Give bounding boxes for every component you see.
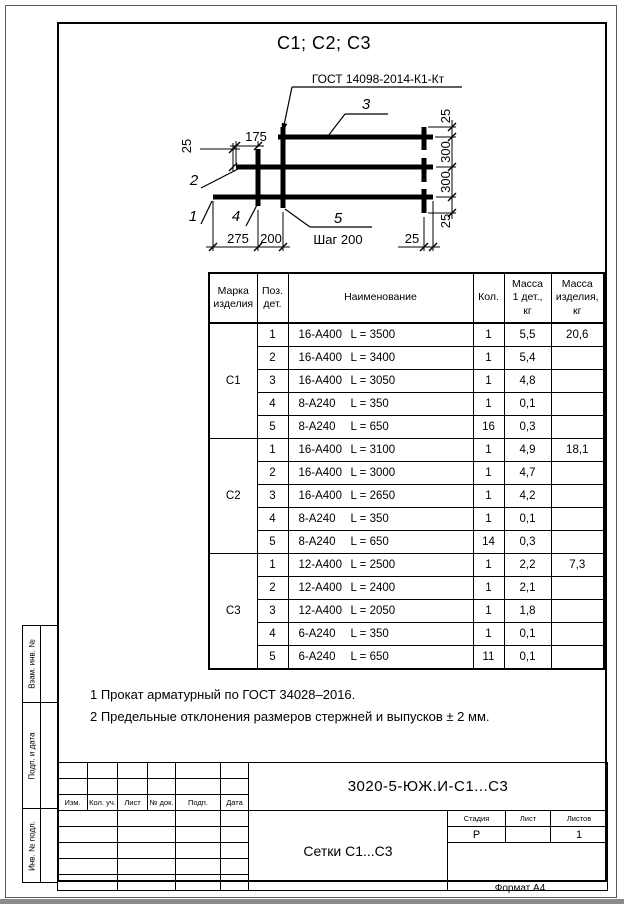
dim-175: 175: [245, 129, 267, 144]
name-cell: [288, 554, 473, 577]
mass-cell: 0,1: [504, 393, 551, 416]
col-mass-one: Масса 1 дет., кг: [504, 273, 551, 323]
dim-300-upper: 300: [438, 141, 453, 163]
bar-length: L = 650: [350, 536, 389, 548]
title-block: [57, 762, 608, 891]
qty-cell: 1: [473, 577, 504, 600]
signature-cell: [176, 811, 221, 827]
side-empty-cell: [41, 809, 58, 883]
bar-length: L = 2050: [350, 605, 396, 617]
revision-header-list: Лист: [118, 795, 148, 811]
qty-cell: 1: [473, 370, 504, 393]
signature-cell: [118, 875, 176, 891]
revision-header-podp: Подп.: [176, 795, 221, 811]
side-strip: [22, 625, 58, 883]
name-cell: [288, 323, 473, 347]
pos-cell: 5: [257, 531, 288, 554]
col-pos: Поз. дет.: [257, 273, 288, 323]
signature-cell: [221, 811, 249, 827]
table-row: [209, 508, 604, 531]
note-line: 2 Предельные отклонения размеров стержней и выпусков ± 2 мм.: [90, 709, 490, 724]
pos-cell: 3: [257, 600, 288, 623]
mass-cell: 5,5: [504, 323, 551, 347]
table-row: [209, 531, 604, 554]
total-mass-cell: [551, 600, 604, 623]
pos-cell: 2: [257, 462, 288, 485]
revision-cell: [221, 779, 249, 795]
signature-cell: [176, 827, 221, 843]
bar-grade: 16-А400: [298, 375, 342, 387]
bar-length: L = 3500: [350, 329, 396, 341]
screenshot-edge: [0, 899, 624, 904]
col-mass-item: Масса изделия, кг: [551, 273, 604, 323]
table-row: [209, 485, 604, 508]
mass-cell: 1,8: [504, 600, 551, 623]
table-row: [209, 347, 604, 370]
revision-cell: [58, 763, 88, 779]
sheets-value: 1: [551, 827, 608, 843]
revision-cell: [221, 763, 249, 779]
revision-cell: [58, 779, 88, 795]
side-label-podp: Подп. и дата: [27, 731, 36, 780]
bar-grade: 16-А400: [298, 467, 342, 479]
revision-cell: [176, 779, 221, 795]
step-label: Шаг 200: [313, 232, 363, 247]
pos-label-1: 1: [188, 208, 198, 225]
notes: [90, 684, 490, 728]
pos-label-4: 4: [231, 208, 241, 225]
bar-grade: 8-А240: [298, 398, 336, 410]
name-cell: [288, 439, 473, 462]
specification-table: [208, 272, 605, 670]
dim-275: 275: [227, 231, 249, 246]
signature-cell: [221, 859, 249, 875]
revision-cell: [148, 763, 176, 779]
mass-cell: 0,3: [504, 531, 551, 554]
bar-grade: 16-А400: [298, 329, 342, 341]
name-cell: [288, 600, 473, 623]
bar-grade: 8-А240: [298, 536, 336, 548]
total-mass-cell: [551, 416, 604, 439]
revision-cell: [88, 763, 118, 779]
sheet-value: [506, 827, 551, 843]
mass-cell: 4,8: [504, 370, 551, 393]
bar-length: L = 650: [350, 421, 389, 433]
revision-cell: [88, 779, 118, 795]
signature-cell: [118, 811, 176, 827]
table-row: [209, 646, 604, 670]
pos-cell: 4: [257, 508, 288, 531]
bar-length: L = 3050: [350, 375, 396, 387]
total-mass-cell: [551, 577, 604, 600]
table-row: [209, 370, 604, 393]
signature-cell: [58, 875, 118, 891]
name-cell: [288, 462, 473, 485]
qty-cell: 1: [473, 485, 504, 508]
name-cell: [288, 577, 473, 600]
col-mark: Марка изделия: [209, 273, 257, 323]
table-row: [209, 577, 604, 600]
name-cell: [288, 347, 473, 370]
table-row: [209, 439, 604, 462]
total-mass-cell: 7,3: [551, 554, 604, 577]
mark-cell: С3: [209, 554, 257, 670]
qty-cell: 1: [473, 623, 504, 646]
pos-cell: 1: [257, 439, 288, 462]
total-mass-cell: [551, 370, 604, 393]
bar-grade: 8-А240: [298, 513, 336, 525]
revision-cell: [176, 763, 221, 779]
total-mass-cell: [551, 646, 604, 670]
signature-cell: [221, 843, 249, 859]
revision-header-kol: Кол. уч.: [88, 795, 118, 811]
total-mass-cell: [551, 508, 604, 531]
qty-cell: 1: [473, 462, 504, 485]
side-label-inv: Инв. № подл.: [27, 820, 36, 871]
total-mass-cell: [551, 347, 604, 370]
total-mass-cell: [551, 485, 604, 508]
revision-header-izm: Изм.: [58, 795, 88, 811]
bar-length: L = 2500: [350, 559, 396, 571]
side-label-vzam: Взам. инв. №: [27, 639, 36, 689]
total-mass-cell: [551, 393, 604, 416]
revision-header-doc: № док.: [148, 795, 176, 811]
name-cell: [288, 393, 473, 416]
signature-cell: [118, 827, 176, 843]
signature-cell: [58, 843, 118, 859]
signature-cell: [118, 859, 176, 875]
revision-cell: [118, 763, 148, 779]
dim-300-lower: 300: [438, 171, 453, 193]
side-label-cell: [23, 809, 41, 883]
total-mass-cell: 18,1: [551, 439, 604, 462]
name-cell: [288, 485, 473, 508]
total-mass-cell: 20,6: [551, 323, 604, 347]
bar-length: L = 350: [350, 513, 389, 525]
name-cell: [288, 416, 473, 439]
mark-cell: С2: [209, 439, 257, 554]
bar-grade: 12-А400: [298, 605, 342, 617]
signature-cell: [176, 875, 221, 891]
table-row: [209, 554, 604, 577]
pos-cell: 5: [257, 416, 288, 439]
bar-grade: 16-А400: [298, 352, 342, 364]
document-number: 3020-5-ЮЖ.И-С1...С3: [249, 763, 608, 811]
bar-length: L = 350: [350, 398, 389, 410]
dim-25-right-top: 25: [438, 108, 453, 124]
mass-cell: 4,7: [504, 462, 551, 485]
qty-cell: 11: [473, 646, 504, 670]
pos-cell: 2: [257, 347, 288, 370]
pos-cell: 3: [257, 370, 288, 393]
table-row: [209, 393, 604, 416]
bar-grade: 8-А240: [298, 421, 336, 433]
format-label: Формат А4: [494, 883, 546, 894]
pos-cell: 1: [257, 554, 288, 577]
qty-cell: 1: [473, 393, 504, 416]
mark-cell: С1: [209, 323, 257, 439]
bar-length: L = 350: [350, 628, 389, 640]
revision-header-data: Дата: [221, 795, 249, 811]
name-cell: [288, 370, 473, 393]
dim-200: 200: [260, 231, 282, 246]
signature-cell: [58, 859, 118, 875]
pos-cell: 4: [257, 393, 288, 416]
pos-cell: 2: [257, 577, 288, 600]
name-cell: [288, 508, 473, 531]
side-label-cell: [23, 626, 41, 703]
mass-cell: 0,1: [504, 646, 551, 670]
bar-grade: 16-А400: [298, 444, 342, 456]
name-cell: [288, 646, 473, 670]
pos-cell: 3: [257, 485, 288, 508]
qty-cell: 16: [473, 416, 504, 439]
bar-length: L = 3400: [350, 352, 396, 364]
side-label-cell: [23, 703, 41, 809]
qty-cell: 1: [473, 347, 504, 370]
mesh-schematic: [0, 0, 624, 270]
bar-length: L = 2400: [350, 582, 396, 594]
bar-grade: 6-А240: [298, 651, 336, 663]
col-qty: Кол.: [473, 273, 504, 323]
total-mass-cell: [551, 531, 604, 554]
total-mass-cell: [551, 462, 604, 485]
sheet-title: С1; С2; С3: [276, 33, 372, 53]
mass-cell: 0,1: [504, 623, 551, 646]
pos-label-5: 5: [333, 210, 343, 227]
signature-cell: [118, 843, 176, 859]
dim-25-left: 25: [179, 138, 194, 154]
sheet-header: Лист: [506, 811, 551, 827]
qty-cell: 14: [473, 531, 504, 554]
signature-cell: [58, 827, 118, 843]
mass-cell: 5,4: [504, 347, 551, 370]
weld-callout: ГОСТ 14098-2014-К1-Кт: [311, 72, 445, 86]
revision-cell: [118, 779, 148, 795]
signature-cell: [176, 843, 221, 859]
dim-25-right-bottom: 25: [438, 213, 453, 229]
stage-header: Стадия: [448, 811, 506, 827]
stage-value: Р: [448, 827, 506, 843]
pos-cell: 1: [257, 323, 288, 347]
pos-cell: 5: [257, 646, 288, 670]
sheets-header: Листов: [551, 811, 608, 827]
pos-cell: 4: [257, 623, 288, 646]
bar-grade: 12-А400: [298, 559, 342, 571]
bar-length: L = 3100: [350, 444, 396, 456]
side-empty-cell: [41, 626, 58, 703]
mass-cell: 2,2: [504, 554, 551, 577]
pos-label-2: 2: [189, 172, 199, 189]
bar-length: L = 650: [350, 651, 389, 663]
name-cell: [288, 623, 473, 646]
table-row: [209, 416, 604, 439]
total-mass-cell: [551, 623, 604, 646]
pos-label-3: 3: [361, 96, 371, 113]
product-title: Сетки С1...С3: [249, 811, 448, 891]
dim-25-bottom: 25: [404, 231, 420, 246]
table-header-row: [209, 273, 604, 323]
signature-cell: [58, 811, 118, 827]
qty-cell: 1: [473, 554, 504, 577]
mass-cell: 0,3: [504, 416, 551, 439]
bar-grade: 6-А240: [298, 628, 336, 640]
mass-cell: 4,9: [504, 439, 551, 462]
bar-grade: 12-А400: [298, 582, 342, 594]
signature-cell: [221, 875, 249, 891]
bar-length: L = 3000: [350, 467, 396, 479]
qty-cell: 1: [473, 439, 504, 462]
table-row: [209, 323, 604, 347]
mass-cell: 0,1: [504, 508, 551, 531]
qty-cell: 1: [473, 323, 504, 347]
table-row: [209, 623, 604, 646]
bar-grade: 16-А400: [298, 490, 342, 502]
table-row: [209, 600, 604, 623]
qty-cell: 1: [473, 508, 504, 531]
col-name: Наименование: [288, 273, 473, 323]
mass-cell: 4,2: [504, 485, 551, 508]
signature-cell: [221, 827, 249, 843]
note-line: 1 Прокат арматурный по ГОСТ 34028–2016.: [90, 687, 356, 702]
signature-cell: [176, 859, 221, 875]
mass-cell: 2,1: [504, 577, 551, 600]
name-cell: [288, 531, 473, 554]
qty-cell: 1: [473, 600, 504, 623]
side-empty-cell: [41, 703, 58, 809]
revision-cell: [148, 779, 176, 795]
table-row: [209, 462, 604, 485]
bar-length: L = 2650: [350, 490, 396, 502]
